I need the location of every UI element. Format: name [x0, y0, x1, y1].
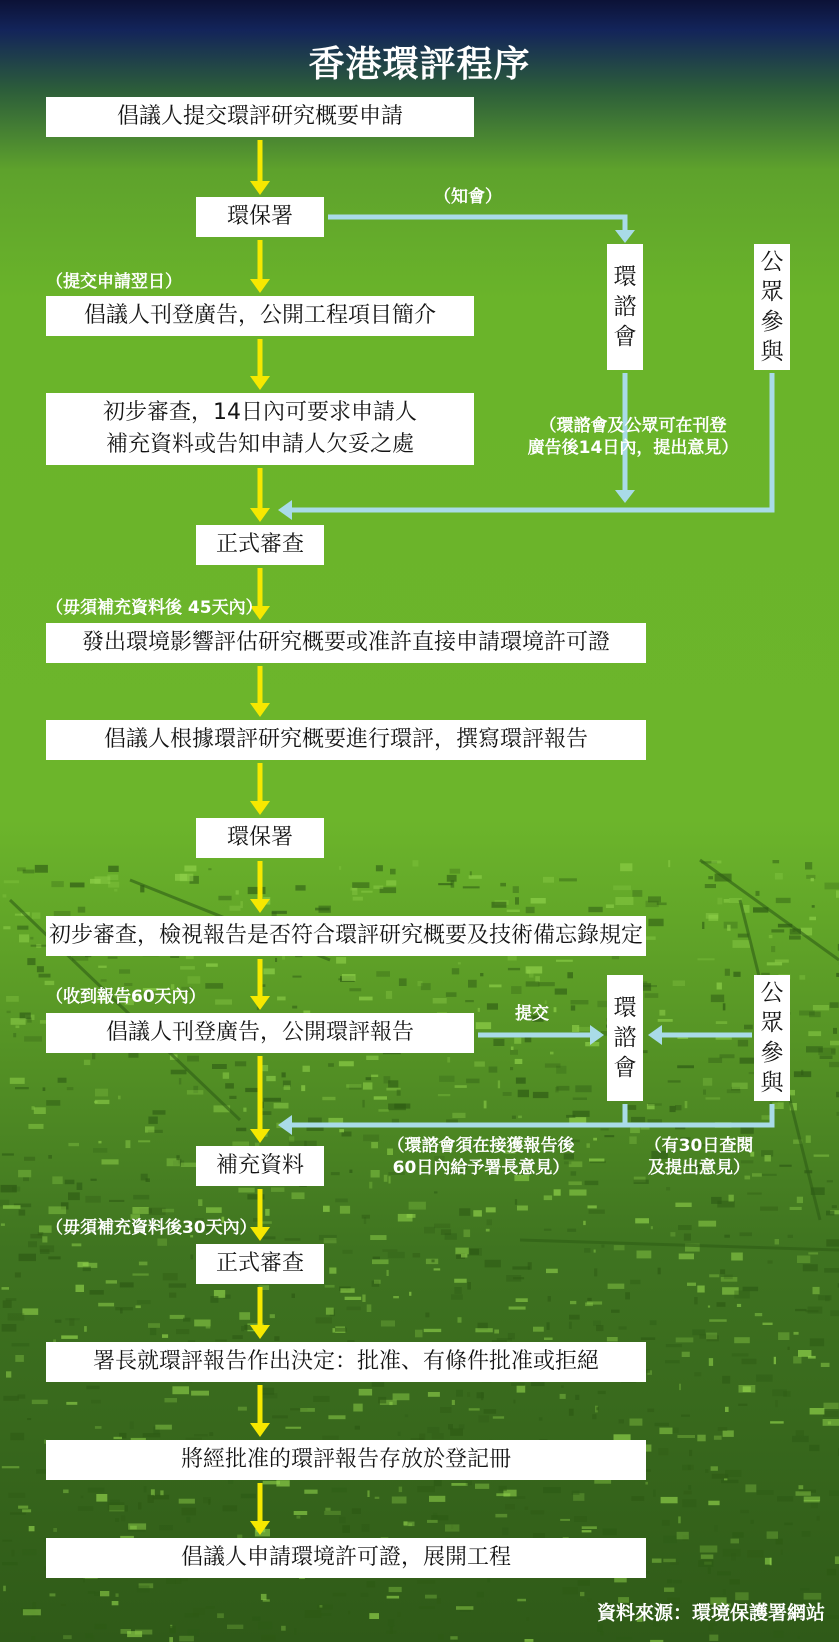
yellow-down-arrow: [250, 1483, 270, 1535]
step-apply-permit: 倡議人申請環境許可證，展開工程: [46, 1538, 646, 1578]
connector-public-to-supplement: [625, 1104, 772, 1125]
yellow-down-arrow: [250, 861, 270, 913]
step-conduct-eia: 倡議人根據環評研究概要進行環評，撰寫環評報告: [46, 720, 646, 760]
note-comment-14-days: （環諮會及公眾可在刊登 廣告後14日內，提出意見）: [527, 416, 739, 458]
yellow-down-arrow: [250, 1056, 270, 1143]
step-director-decision: 署長就環評報告作出決定：批准、有條件批准或拒絕: [46, 1342, 646, 1382]
note-within-45-days: （毋須補充資料後 45天內）: [46, 598, 263, 618]
step-supplement-info: 補充資料: [196, 1146, 324, 1186]
note-submit: 提交: [515, 1004, 549, 1024]
step-preliminary-review-2: 初步審查，檢視報告是否符合環評研究概要及技術備忘錄規定: [46, 916, 646, 956]
note-inform: （知會）: [434, 187, 502, 207]
yellow-down-arrow: [250, 140, 270, 195]
connector-public-council-head: [648, 1025, 662, 1045]
connector-council-to-supplement-head: [278, 1115, 292, 1135]
step-formal-review-1: 正式審查: [196, 525, 324, 565]
side-public-2: 公眾參與: [754, 975, 790, 1101]
connector-inform-council: [328, 217, 625, 232]
connector-inform-council-head: [615, 230, 635, 243]
yellow-down-arrow: [250, 339, 270, 390]
step-formal-review-2: 正式審查: [196, 1244, 324, 1284]
yellow-down-arrow: [250, 1287, 270, 1339]
yellow-down-arrow: [250, 763, 270, 815]
blue-connectors: [278, 217, 772, 1135]
note-within-30-days: （毋須補充資料後30天內）: [46, 1218, 257, 1238]
step-advertise-report: 倡議人刊登廣告，公開環評報告: [46, 1013, 474, 1053]
step-epd-2: 環保署: [196, 818, 324, 858]
step-submit-application: 倡議人提交環評研究概要申請: [46, 97, 474, 137]
side-public-1: 公眾參與: [754, 244, 790, 370]
step-issue-brief: 發出環境影響評估研究概要或准許直接申請環境許可證: [46, 623, 646, 663]
source-credit: 資料來源：環境保護署網站: [596, 1602, 825, 1624]
note-public-30-days: （有30日查閱 及提出意見）: [644, 1136, 754, 1178]
note-next-day: （提交申請翌日）: [46, 272, 182, 292]
yellow-down-arrow: [250, 1385, 270, 1437]
yellow-down-arrow: [250, 666, 270, 717]
connector-council-down-head: [615, 490, 635, 503]
step-epd-1: 環保署: [196, 197, 324, 237]
note-council-60-days: （環諮會須在接獲報告後 60日內給予署長意見）: [387, 1136, 575, 1178]
step-preliminary-review-1: 初步審查，14日內可要求申請人 補充資料或告知申請人欠妥之處: [46, 393, 474, 465]
side-council-1: 環諮會: [607, 244, 643, 370]
connector-council-to-supplement: [290, 1104, 625, 1125]
yellow-down-arrow: [250, 959, 270, 1010]
step-advertise-project: 倡議人刊登廣告，公開工程項目簡介: [46, 296, 474, 336]
connector-public-to-review-head: [278, 500, 292, 520]
page-title: 香港環評程序: [308, 44, 531, 85]
yellow-down-arrow: [250, 240, 270, 293]
side-council-2: 環諮會: [607, 975, 643, 1101]
connector-submit-council-head: [590, 1025, 604, 1045]
step-register: 將經批准的環評報告存放於登記冊: [46, 1440, 646, 1480]
yellow-down-arrow: [250, 468, 270, 522]
note-within-60-days: （收到報告60天內）: [46, 987, 206, 1007]
